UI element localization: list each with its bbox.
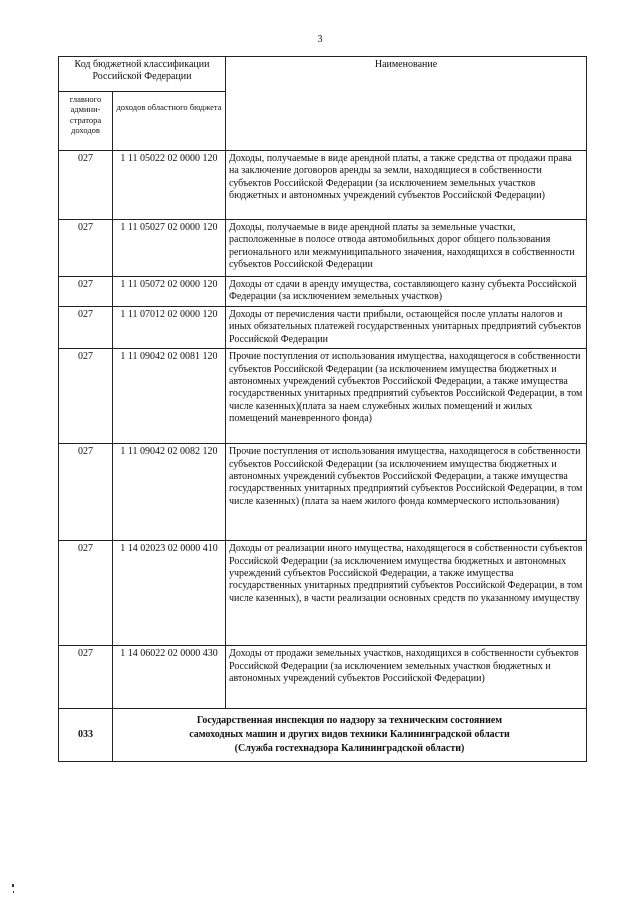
administrator-code-cell: 033 <box>59 709 113 762</box>
admin-column-header: главного админи-стратора доходов <box>59 92 113 151</box>
revenue-name-cell: Доходы от реализации иного имущества, находящегося в собственности субъектов Российской Федерации (за исключением имущества бюджетных и автономных учреждений субъектов Российской Федерации, а также имущества государственных унитарных предприятий субъектов Российской Федерации, в том числе казенных), в части реализации основных средств по указанному имуществу <box>226 541 587 646</box>
table-row <box>59 349 587 444</box>
revenue-code-cell: 1 11 09042 02 0082 120 <box>113 444 226 541</box>
table-header-row <box>59 57 587 92</box>
name-column-header: Наименование <box>226 57 587 151</box>
table-row <box>59 541 587 646</box>
revenue-name-cell: Доходы, получаемые в виде арендной платы, а также средства от продажи права на заключение договоров аренды за земли, находящиеся в собственности субъектов Российской Федерации (за исключением земельных участков бюджетных и автономных учреждений субъектов Российской Федерации) <box>226 151 587 220</box>
revenue-name-cell: Доходы от перечисления части прибыли, остающейся после уплаты налогов и иных обязательных платежей государственных унитарных предприятий субъектов Российской Федерации <box>226 307 587 349</box>
revenue-name-cell: Доходы от продажи земельных участков, находящихся в собственности субъектов Российской Федерации (за исключением земельных участков бюджетных и автономных учреждений субъектов Российской Федерации) <box>226 646 587 709</box>
admin-code-cell: 027 <box>59 307 113 349</box>
revenue-code-cell: 1 11 07012 02 0000 120 <box>113 307 226 349</box>
table-row <box>59 646 587 709</box>
page-number: 3 <box>317 34 323 45</box>
admin-code-cell: 027 <box>59 220 113 277</box>
revenue-code-cell: 1 14 02023 02 0000 410 <box>113 541 226 646</box>
scan-mark <box>13 891 14 893</box>
revenue-name-cell: Прочие поступления от использования имущества, находящегося в собственности субъектов Российской Федерации (за исключением имущества бюджетных и автономных учреждений субъектов Российской Федерации, а также имущества государственных унитарных предприятий субъектов Российской Федерации, в том числе казенных) (плата за наем жилого фонда коммерческого использования) <box>226 444 587 541</box>
admin-code-cell: 027 <box>59 444 113 541</box>
budget-classification-table <box>58 56 587 762</box>
revenue-column-header: доходов областного бюджета <box>113 92 226 151</box>
admin-code-cell: 027 <box>59 349 113 444</box>
administrator-name-line: Государственная инспекция по надзору за техническим состоянием <box>196 715 503 727</box>
table-row <box>59 307 587 349</box>
table-row <box>59 277 587 307</box>
revenue-name-cell: Доходы, получаемые в виде арендной платы за земельные участки, расположенные в полосе отвода автомобильных дорог общего пользования регионального или межмуниципального значения, находящихся в собственности субъектов Российской Федерации <box>226 220 587 277</box>
administrator-header-row <box>59 709 587 762</box>
scan-mark <box>12 884 14 887</box>
admin-code-cell: 027 <box>59 277 113 307</box>
revenue-name-cell: Прочие поступления от использования имущества, находящегося в собственности субъектов Российской Федерации (за исключением имущества бюджетных и автономных учреждений субъектов Российской Федерации, а также имущества государственных унитарных предприятий субъектов Российской Федерации, в том числе казенных)(плата за наем служебных жилых помещений и жилых помещений маневренного фонда) <box>226 349 587 444</box>
code-group-header: Код бюджетной классификации Российской Федерации <box>59 57 226 92</box>
revenue-code-cell: 1 14 06022 02 0000 430 <box>113 646 226 709</box>
admin-code-cell: 027 <box>59 646 113 709</box>
table-row <box>59 444 587 541</box>
administrator-name-line: (Служба гостехнадзора Калининградской области) <box>234 743 465 755</box>
revenue-name-cell: Доходы от сдачи в аренду имущества, составляющего казну субъекта Российской Федерации (за исключением земельных участков) <box>226 277 587 307</box>
revenue-code-cell: 1 11 09042 02 0081 120 <box>113 349 226 444</box>
administrator-name-line: самоходных машин и других видов техники Калининградской области <box>189 729 510 741</box>
revenue-code-cell: 1 11 05027 02 0000 120 <box>113 220 226 277</box>
revenue-code-cell: 1 11 05072 02 0000 120 <box>113 277 226 307</box>
administrator-name-cell <box>113 709 587 762</box>
table-row <box>59 220 587 277</box>
admin-code-cell: 027 <box>59 541 113 646</box>
table-row <box>59 151 587 220</box>
revenue-code-cell: 1 11 05022 02 0000 120 <box>113 151 226 220</box>
admin-code-cell: 027 <box>59 151 113 220</box>
